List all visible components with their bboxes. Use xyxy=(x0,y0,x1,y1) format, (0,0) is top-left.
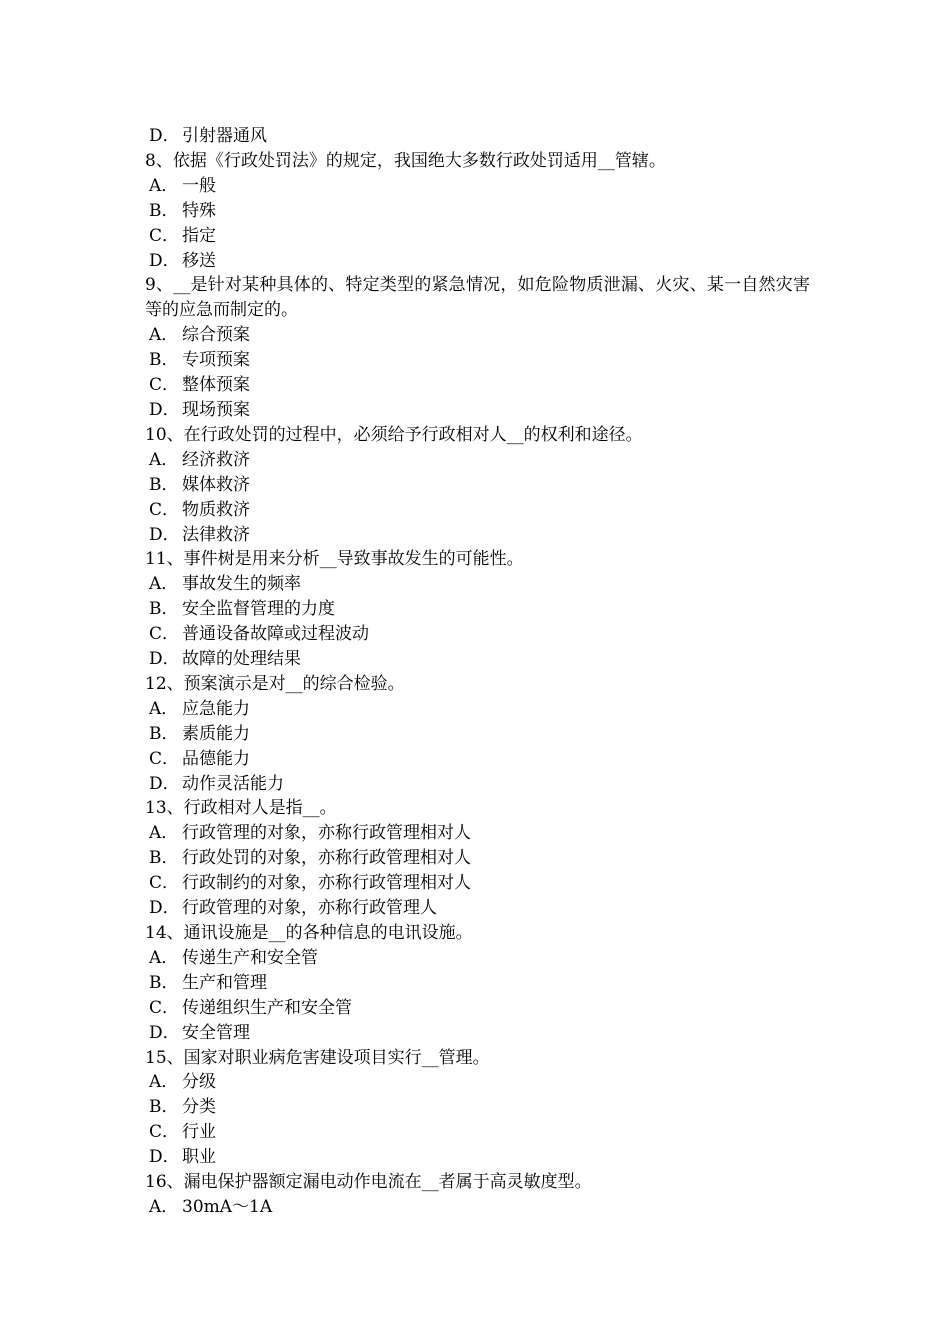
option-text: 一般 xyxy=(182,175,216,196)
option-letter: A． xyxy=(149,1196,179,1217)
option-letter: A． xyxy=(149,947,179,968)
answer-option xyxy=(145,647,810,672)
option-text: 引射器通风 xyxy=(182,126,267,146)
option-text: 品德能力 xyxy=(182,748,250,769)
option-letter: A． xyxy=(149,698,179,719)
option-text: 普通设备故障或过程波动 xyxy=(182,624,369,645)
option-letter: A． xyxy=(149,574,179,595)
answer-option xyxy=(145,124,810,149)
option-letter: C． xyxy=(149,873,180,894)
answer-option xyxy=(145,348,810,373)
question-text: 16、漏电保护器额定漏电动作电流在__者属于高灵敏度型。 xyxy=(145,1172,592,1193)
question-text: 15、国家对职业病危害建设项目实行__管理。 xyxy=(145,1047,490,1068)
option-letter: B． xyxy=(149,723,179,744)
option-letter: B． xyxy=(149,200,179,221)
option-text: 生产和管理 xyxy=(182,972,267,993)
option-text: 传递生产和安全管 xyxy=(182,947,318,968)
answer-option xyxy=(145,896,810,921)
answer-option xyxy=(145,622,810,647)
option-letter: B． xyxy=(149,972,179,993)
option-letter: A． xyxy=(149,325,179,346)
option-text: 30mA～1A xyxy=(182,1196,273,1217)
answer-option xyxy=(145,821,810,846)
option-text: 物质救济 xyxy=(182,499,250,520)
option-text: 职业 xyxy=(182,1147,216,1168)
answer-option xyxy=(145,1021,810,1046)
option-text: 安全管理 xyxy=(182,1022,250,1043)
option-letter: C． xyxy=(149,375,180,396)
option-text: 法律救济 xyxy=(182,524,250,545)
question-text: 9、__是针对某种具体的、特定类型的紧急情况，如危险物质泄漏、火灾、某一自然灾害等的应急而制定的。 xyxy=(145,275,810,321)
option-letter: B． xyxy=(149,848,179,869)
answer-option xyxy=(145,1095,810,1120)
answer-option xyxy=(145,249,810,274)
option-text: 应急能力 xyxy=(182,698,250,719)
option-text: 特殊 xyxy=(182,200,216,221)
option-letter: C． xyxy=(149,624,180,645)
option-letter: C． xyxy=(149,997,180,1018)
question-list xyxy=(145,124,810,1220)
answer-option xyxy=(145,846,810,871)
option-text: 经济救济 xyxy=(182,449,250,470)
answer-option xyxy=(145,597,810,622)
answer-option xyxy=(145,1120,810,1145)
answer-option xyxy=(145,398,810,423)
answer-option xyxy=(145,224,810,249)
option-letter: D． xyxy=(149,773,180,794)
option-text: 分级 xyxy=(182,1072,216,1093)
answer-option xyxy=(145,1070,810,1095)
answer-option xyxy=(145,772,810,797)
option-letter: A． xyxy=(149,823,179,844)
option-letter: D． xyxy=(149,898,180,919)
option-letter: B． xyxy=(149,474,179,495)
answer-option xyxy=(145,323,810,348)
option-letter: C． xyxy=(149,748,180,769)
answer-option xyxy=(145,971,810,996)
option-letter: D． xyxy=(149,399,180,420)
option-letter: A． xyxy=(149,1072,179,1093)
option-text: 媒体救济 xyxy=(182,474,250,495)
option-letter: C． xyxy=(149,225,180,246)
answer-option xyxy=(145,996,810,1021)
option-letter: A． xyxy=(149,175,179,196)
question-text: 14、通讯设施是__的各种信息的电讯设施。 xyxy=(145,923,473,943)
option-text: 分类 xyxy=(182,1097,216,1118)
answer-option xyxy=(145,871,810,896)
answer-option xyxy=(145,747,810,772)
answer-option xyxy=(145,1195,810,1220)
answer-option xyxy=(145,448,810,473)
answer-option xyxy=(145,199,810,224)
question-text: 12、预案演示是对__的综合检验。 xyxy=(145,673,405,694)
answer-option xyxy=(145,373,810,398)
option-letter: B． xyxy=(149,1097,179,1118)
option-text: 综合预案 xyxy=(182,325,250,346)
option-text: 行政管理的对象，亦称行政管理相对人 xyxy=(182,823,471,844)
option-letter: D． xyxy=(149,1022,180,1043)
option-letter: C． xyxy=(149,499,180,520)
answer-option xyxy=(145,473,810,498)
answer-option xyxy=(145,174,810,199)
option-letter: D． xyxy=(149,250,180,271)
option-letter: A． xyxy=(149,449,179,470)
answer-option xyxy=(145,498,810,523)
question-text: 13、行政相对人是指__。 xyxy=(145,798,337,819)
option-text: 行业 xyxy=(182,1122,216,1143)
option-text: 指定 xyxy=(182,225,216,246)
option-text: 行政管理的对象，亦称行政管理人 xyxy=(182,898,437,919)
option-letter: D． xyxy=(149,1147,180,1168)
option-text: 现场预案 xyxy=(182,399,250,420)
question-text: 8、依据《行政处罚法》的规定，我国绝大多数行政处罚适用__管辖。 xyxy=(145,150,666,171)
option-text: 行政制约的对象，亦称行政管理相对人 xyxy=(182,873,471,894)
answer-option xyxy=(145,1145,810,1170)
option-text: 动作灵活能力 xyxy=(182,773,284,794)
answer-option xyxy=(145,572,810,597)
answer-option xyxy=(145,523,810,548)
answer-option xyxy=(145,946,810,971)
question-text: 10、在行政处罚的过程中，必须给予行政相对人__的权利和途径。 xyxy=(145,424,643,445)
answer-option xyxy=(145,722,810,747)
option-letter: B． xyxy=(149,350,179,371)
question-text: 11、事件树是用来分析__导致事故发生的可能性。 xyxy=(145,549,524,570)
option-text: 专项预案 xyxy=(182,350,250,371)
option-letter: D． xyxy=(149,524,180,545)
option-letter: D． xyxy=(149,126,180,146)
option-text: 故障的处理结果 xyxy=(182,649,301,670)
option-text: 事故发生的频率 xyxy=(182,574,301,595)
answer-option xyxy=(145,697,810,722)
option-text: 行政处罚的对象，亦称行政管理相对人 xyxy=(182,848,471,869)
option-text: 传递组织生产和安全管 xyxy=(182,997,352,1018)
option-text: 素质能力 xyxy=(182,723,250,744)
option-letter: C． xyxy=(149,1122,180,1143)
option-letter: B． xyxy=(149,599,179,620)
option-text: 整体预案 xyxy=(182,375,250,396)
option-letter: D． xyxy=(149,649,180,670)
option-text: 安全监督管理的力度 xyxy=(182,599,335,620)
option-text: 移送 xyxy=(182,250,216,271)
